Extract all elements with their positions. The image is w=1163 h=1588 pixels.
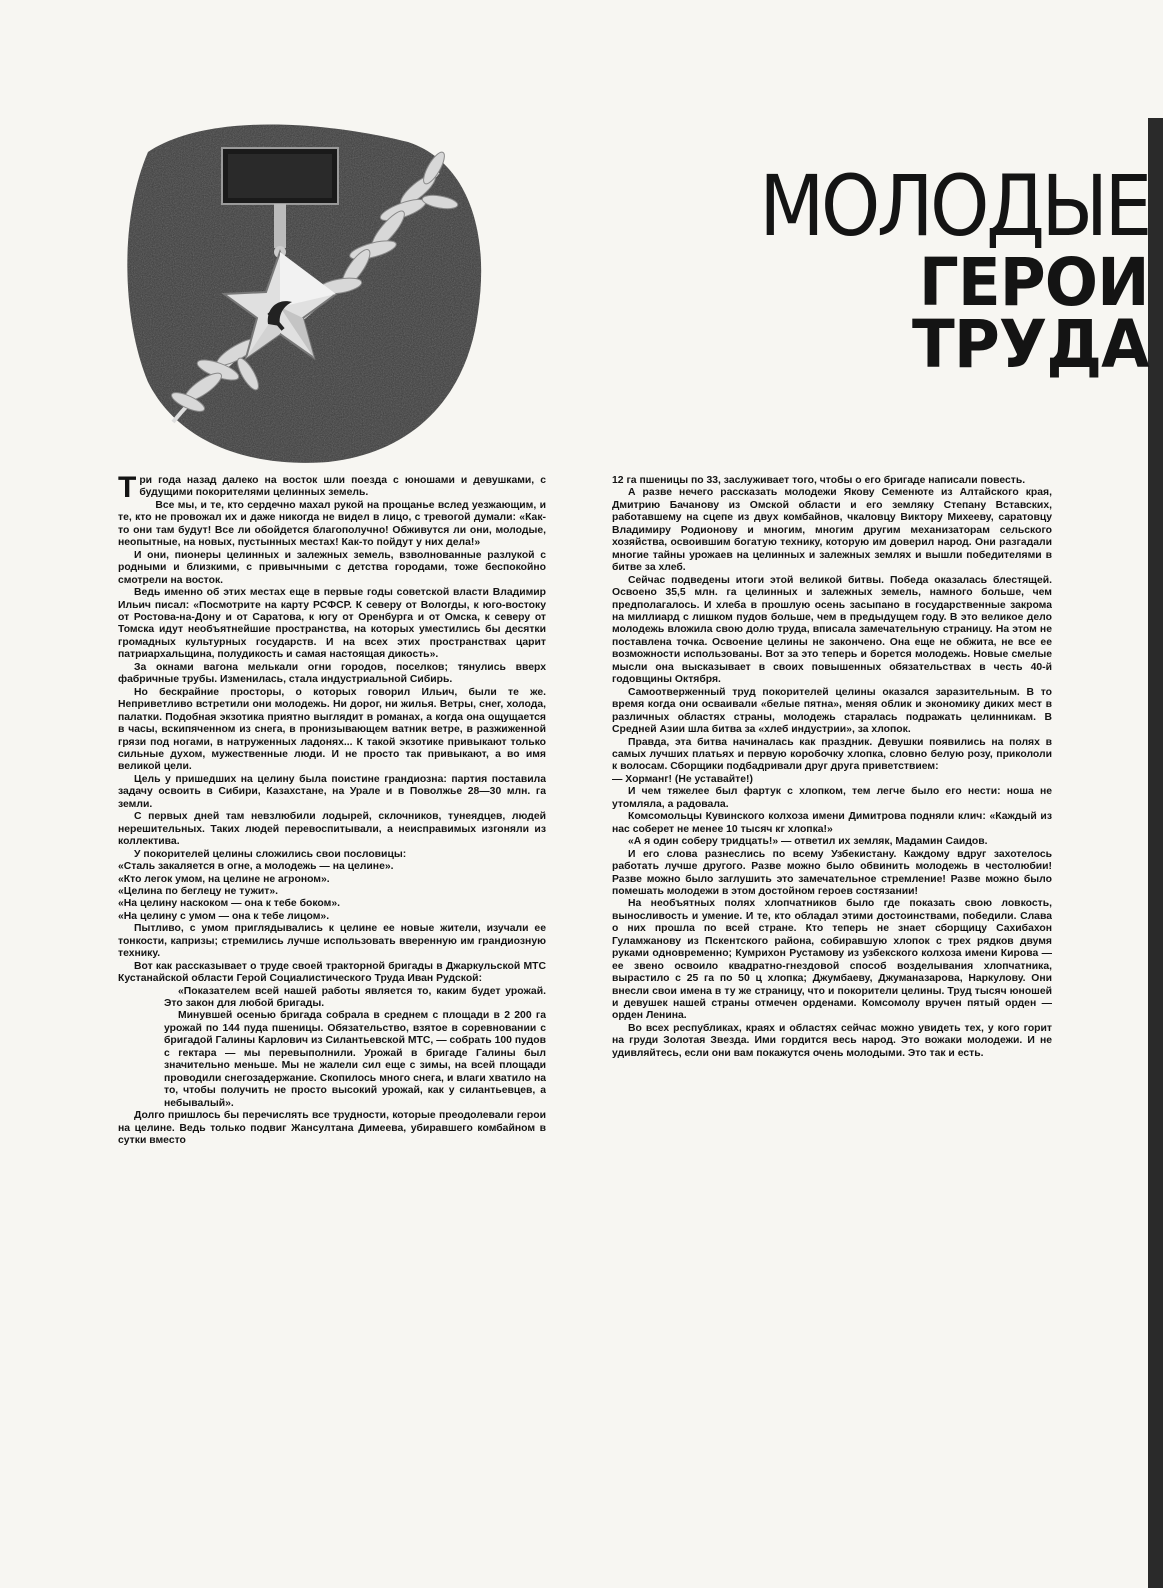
paragraph: У покорителей целины сложились свои пословицы: <box>134 848 407 860</box>
proverb: «Кто легок умом, на целине не агроном». <box>118 873 330 885</box>
paragraph: Во всех республиках, краях и областях сейчас можно увидеть тех, у кого горит на груди Золотая Звезда. Ими гордится весь народ. Это вожаки молодежи. И не удивляйтесь, если они вам покажутся очень молодыми. Это так и есть. <box>612 1022 1052 1059</box>
paragraph: 12 га пшеницы по 33, заслуживает того, чтобы о его бригаде написали повесть. <box>612 475 1026 486</box>
paragraph: И чем тяжелее был фартук с хлопком, тем легче было его нести: ноша не утомляла, а радовала. <box>612 786 1052 810</box>
paragraph: За окнами вагона мелькали огни городов, поселков; тянулись вверх фабричные трубы. Изменилась, стала индустриальной Сибирь. <box>118 661 546 686</box>
paragraph: Вот как рассказывает о труде своей тракторной бригады в Джаркульской МТС Кустанайской области Герой Социалистического Труда Иван Рудской: <box>118 960 546 985</box>
paragraph: Но бескрайние просторы, о которых говорил Ильич, были те же. Неприветливо встретили они молодежь. Ни дорог, ни жилья. Ветры, снег, холода, палатки. Подобная экзотика приятно выглядит в романах, а когда она ощущается в часы, вскипяченном из снега, в пронизывающем ватник ветре, в разжиженной грязи под ногами, в натруженных ладонях... К такой экзотике привыкают только сильные духом, мужественные люди. И не просто так привыкают, а во имя великой цели. <box>118 686 546 773</box>
proverb: «Целина по беглецу не тужит». <box>118 885 278 897</box>
paragraph: А разве нечего рассказать молодежи Якову Семенюте из Алтайского края, Дмитрию Бачанову из Омской области и его земляку Степану Вставских, работавшему на сцепе из двух комбайнов, чкаловцу Виктору Михееву, саратовцу Владимиру Родионову и многим, многим другим механизаторам сельского хозяйства, освоившим богатую технику, которую им доверил народ. Они разгадали многие тайны урожаев на целинных и залежных землях и вышли победителями в битве за хлеб. <box>612 487 1052 574</box>
title-line-truda: ТРУДА <box>912 306 1149 383</box>
paragraph: Комсомольцы Кувинского колхоза имени Димитрова подняли клич: «Каждый из нас соберет не менее 10 тысяч кг хлопка!» <box>612 811 1052 835</box>
quote-paragraph: «Показателем всей нашей работы является то, каким будет урожай. Это закон для любой бригады. <box>164 985 546 1010</box>
page-edge-shadow <box>1148 118 1163 1588</box>
quote-paragraph: Минувшей осенью бригада собрала в среднем с площади в 2 200 га урожай по 144 пуда пшеницы. Обязательство, взятое в соревновании с бригадой Галины Карлович из Силантьевской МТС, — собрать 100 пудов с гектара — мы перевыполнили. Урожай в бригаде Галины был значительно меньше. Мы не жалели сил еще с зимы, на всей площади проводили снегозадержание. Скопилось много снега, и влаги хватило на то, чтобы получить не просто высокий урожай, как у силантьевцев, а небывалый». <box>164 1010 546 1109</box>
paragraph: Долго пришлось бы перечислять все трудности, которые преодолевали герои на целине. Ведь только подвиг Жансултана Димеева, убиравшего комбайном в сутки вместо <box>118 1110 546 1147</box>
paragraph: И они, пионеры целинных и залежных земель, взволнованные разлукой с родными и близкими, с привычными с детства городами, тоже беспокойно смотрели на восток. <box>118 549 546 586</box>
paragraph: Сейчас подведены итоги этой великой битвы. Победа оказалась блестящей. Освоено 35,5 млн. га целинных и залежных земель, намного больше, чем предполагалось. И хлеба в прошлую осень засыпано в государственные закрома на миллиард с лишком пудов больше, чем в предыдущем году. В это великое дело молодежь вложила свою долю труда, вписала замечательную страницу. На этом не поставлена точка. Освоение целины не закончено. Она еще не обжита, не все ее возможности использованы. Вот за это теперь и борется молодежь. Новые смелые мысли она высказывает в своих повышенных обязательствах в честь 40-й годовщины Октября. <box>612 574 1052 686</box>
paragraph: С первых дней там невзлюбили лодырей, склочников, тунеядцев, людей нерешительных. Таких людей перевоспитывали, а неисправимых изгоняли из коллектива. <box>118 811 546 848</box>
paragraph: Пытливо, с умом приглядывались к целине ее новые жители, изучали ее тонкости, капризы; стремились лучше использовать вверенную им грандиозную технику. <box>118 923 546 960</box>
paragraph: Правда, эта битва начиналась как праздник. Девушки появились на полях в самых лучших платьях и первую коробочку хлопка, словно белую розу, прикололи к волосам. Сборщики подбадривали друг друга приветствием: <box>612 736 1052 773</box>
illustration <box>118 112 490 468</box>
title-line-geroi: ГЕРОИ <box>919 244 1149 321</box>
paragraph: Ведь именно об этих местах еще в первые годы советской власти Владимир Ильич писал: «Посмотрите на карту РСФСР. К северу от Вологды, к юго-востоку от Ростова-на-Дону и от Саратова, к югу от Оренбурга и от Омска, к северу от Томска идут необъятнейшие пространства, на которых уместились бы десятки громадных культурных государств. И на всех этих пространствах царит патриархальщина, полудикость и самая настоящая дикость». <box>118 587 546 661</box>
hero-star-medal-icon <box>118 112 490 468</box>
paragraph: Три года назад далеко на восток шли поезда с юношами и девушками, с будущими покорителями целинных земель. <box>118 475 546 504</box>
greeting: — Хорманг! (Не уставайте!) <box>612 773 753 785</box>
proverb: «Сталь закаляется в огне, а молодежь — на целине». <box>118 861 394 873</box>
paragraph: И его слова разнеслись по всему Узбекистану. Каждому вдруг захотелось работать лучше другого. Разве можно было обвинить молодежь в честолюбии! Разве можно было заглушить это замечательное стремление! Разве можно было помешать молодежи в этом достойном героев состязании! <box>612 848 1052 897</box>
paragraph: Все мы, и те, кто сердечно махал рукой на прощанье вслед уезжающим, и те, кто не провожал их и даже никогда не видел в лицо, с тревогой думали: «Как-то они там будут! Все ли обойдется благополучно! Обживутся ли они, молодые, неопытные, на новых, пустынных местах! Как-то пойдут у них дела!» <box>118 499 546 549</box>
article-column-left <box>118 475 546 1430</box>
article-title <box>716 157 1149 383</box>
paragraph: Самоотверженный труд покорителей целины оказался заразительным. В то время когда они осваивали «белые пятна», меняя облик и экономику диких мест в различных областях страны, молодежь старалась подражать целинникам. В Средней Азии шла битва за «хлеб индустрии», за хлопок. <box>612 686 1052 736</box>
paragraph: Цель у пришедших на целину была поистине грандиозна: партия поставила задачу освоить в Сибири, Казахстане, на Урале и в Поволжье 28—30 млн. га земли. <box>118 773 546 810</box>
proverb: «На целину наскоком — она к тебе боком». <box>118 898 340 910</box>
proverb: «На целину с умом — она к тебе лицом». <box>118 910 330 922</box>
paragraph: На необъятных полях хлопчатников было где показать свою ловкость, выносливость и умение. И те, кто обладал этими достоинствами, победили. Слава о них прошла по всей стране. Кто теперь не знает сборщицу Сахибахон Гуламжанову из Пскентского района, собиравшую хлопок с трех рядков двумя руками одновременно; Кумрихон Рустамову из узбекского колхоза имени Кирова — ее звено освоило квадратно-гнездовой способ возделывания хлопчатника, вырастило с 25 га по 50 ц хлопка; Джумбаеву, Джуманазарова, Наркулову. Они внесли свои имена в ту же страницу, что и покорители целины. Труд тысяч юношей и девушек нашей страны отмечен орденами. Комсомолу вручен пятый орден — орден Ленина. <box>612 898 1052 1022</box>
paragraph: «А я один соберу тридцать!» — ответил их земляк, Мадамин Саидов. <box>628 836 988 848</box>
title-line-molodye: МОЛОДЫЕ <box>759 157 1149 255</box>
dropcap-letter: Т <box>118 475 137 504</box>
article-column-right <box>612 475 1052 1435</box>
